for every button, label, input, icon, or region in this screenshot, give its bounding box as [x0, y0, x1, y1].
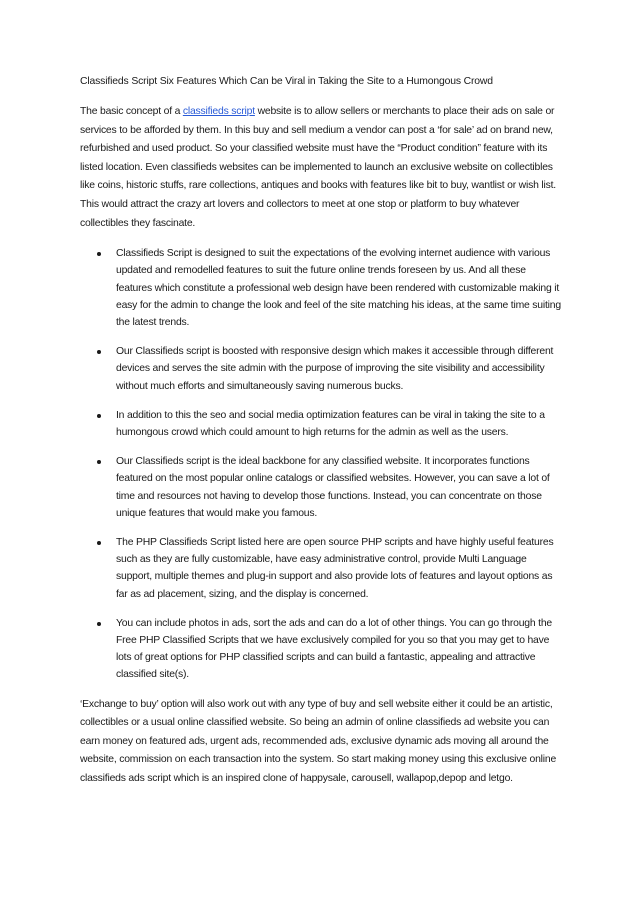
- document-title: Classifieds Script Six Features Which Can be Viral in Taking the Site to a Humongous Crowd: [80, 76, 493, 87]
- list-item-text: Our Classifieds script is boosted with responsive design which makes it accessible through different devices and serves the site admin with the purpose of improving the site visibility and accessibility without much efforts and simultaneously saving numerous bucks.: [116, 346, 554, 392]
- closing-paragraph: ‘Exchange to buy’ option will also work out with any type of buy and sell website either it could be an artistic, collectibles or a usual online classified website. So being an admin of online classifieds ad website you can earn money on featured ads, urgent ads, recommended ads, exclusive dynamic ads moving all around the website, commission on each transaction into the system. So start making money using this exclusive online classifieds ads script which is an inspired clone of happysale, carousell, wallapop,depop and letgo.: [80, 698, 557, 784]
- list-item: [80, 407, 564, 441]
- bullet-icon: [97, 460, 101, 464]
- list-item-text: The PHP Classifieds Script listed here are open source PHP scripts and have highly useful features such as they are fully customizable, have easy administrative control, provide Multi Language support, multiple themes and plug-in support and also provide lots of features and layout options as far as ad placement, sizing, and the display is concerned.: [116, 537, 554, 600]
- bullet-icon: [97, 541, 101, 545]
- intro-paragraph: [80, 103, 564, 233]
- list-item-text: Classifieds Script is designed to suit the expectations of the evolving internet audience with various updated and remodelled features to suit the future online trends foreseen by us. And all these features which constitute a professional web design have been rendered with customizable making it easy for the admin to change the look and feel of the site matching his ideas, at the same time suiting the latest trends.: [116, 248, 561, 328]
- list-item-text: Our Classifieds script is the ideal backbone for any classified website. It incorporates functions featured on the most popular online catalogs or classified websites. However, you can save a lot of time and resources not having to develop those functions. Instead, you can concentrate on those unique features that would make you famous.: [116, 456, 550, 519]
- bullet-icon: [97, 350, 101, 354]
- classifieds-script-link[interactable]: classifieds script: [182, 106, 255, 117]
- intro-text-before: The basic concept of a: [80, 106, 183, 117]
- bullet-icon: [97, 252, 101, 256]
- list-item: [80, 534, 564, 603]
- list-item: [80, 245, 564, 331]
- bullet-icon: [97, 622, 101, 626]
- list-item-text: In addition to this the seo and social media optimization features can be viral in taking the site to a humongous crowd which could amount to high returns for the admin as well as the users.: [116, 409, 545, 438]
- bullet-icon: [97, 414, 101, 418]
- list-item: [80, 453, 564, 522]
- list-item-text: You can include photos in ads, sort the ads and can do a lot of other things. You can go through the Free PHP Classified Scripts that we have exclusively compiled for you so that you may get to have lots of great options for PHP classified scripts and can build a fantastic, appealing and attractive classified site(s).: [116, 617, 552, 681]
- feature-bullet-list: [80, 245, 564, 683]
- intro-text-after: website is to allow sellers or merchants to place their ads on sale or services to be afforded by them. In this buy and sell medium a vendor can post a ‘for sale’ ad on brand new, refurbished and used product. So your classified website must have the “Product condition” feature with its listed location. Even classifieds websites can be implemented to launch an exclusive website on collectibles like coins, historic stuffs, rare collections, antiques and books with features like bit to buy, wantlist or wish list. This would attract the crazy art lovers and collectors to meet at one stop or platform to buy whatever collectibles they fascinate.: [80, 106, 556, 229]
- list-item: [80, 343, 564, 395]
- list-item: [80, 615, 564, 684]
